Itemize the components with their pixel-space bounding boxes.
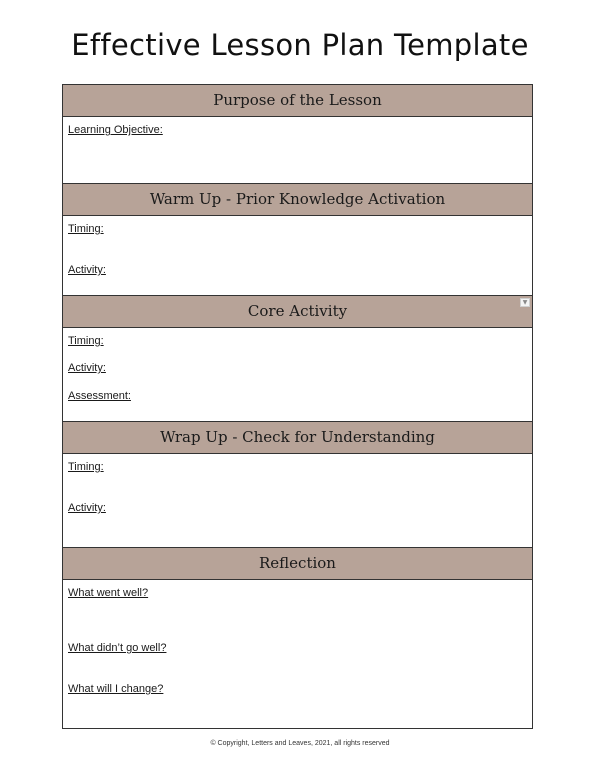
section-body-reflection[interactable] <box>63 580 532 728</box>
wrap-up-activity-label: Activity: <box>68 502 106 514</box>
copyright-footer: © Copyright, Letters and Leaves, 2021, all rights reserved <box>210 740 390 747</box>
core-timing-label: Timing: <box>68 335 104 347</box>
learning-objective-label: Learning Objective: <box>68 124 163 136</box>
section-header-label: Core Activity <box>247 302 348 320</box>
section-header-reflection <box>63 548 532 580</box>
section-body-wrap-up[interactable] <box>63 454 532 548</box>
chevron-down-icon[interactable]: ▼ <box>520 298 530 307</box>
core-activity-label: Activity: <box>68 362 106 374</box>
section-body-warm-up[interactable] <box>63 216 532 296</box>
core-assessment-label: Assessment: <box>68 390 131 402</box>
page-title: Effective Lesson Plan Template <box>71 28 529 62</box>
section-header-label: Reflection <box>259 554 336 572</box>
warm-up-activity-label: Activity: <box>68 264 106 276</box>
section-header-purpose <box>63 85 532 117</box>
didnt-go-well-label: What didn’t go well? <box>68 642 167 654</box>
warm-up-timing-label: Timing: <box>68 223 104 235</box>
will-change-label: What will I change? <box>68 683 164 695</box>
wrap-up-timing-label: Timing: <box>68 461 104 473</box>
lesson-plan-table <box>62 84 533 729</box>
section-header-label: Wrap Up - Check for Understanding <box>160 428 435 446</box>
section-header-wrap-up <box>63 422 532 454</box>
section-body-purpose[interactable] <box>63 117 532 184</box>
section-body-core-activity[interactable] <box>63 328 532 422</box>
section-header-core-activity <box>63 296 532 328</box>
went-well-label: What went well? <box>68 587 149 599</box>
section-header-label: Warm Up - Prior Knowledge Activation <box>149 190 446 208</box>
section-header-label: Purpose of the Lesson <box>213 91 382 109</box>
section-header-warm-up <box>63 184 532 216</box>
